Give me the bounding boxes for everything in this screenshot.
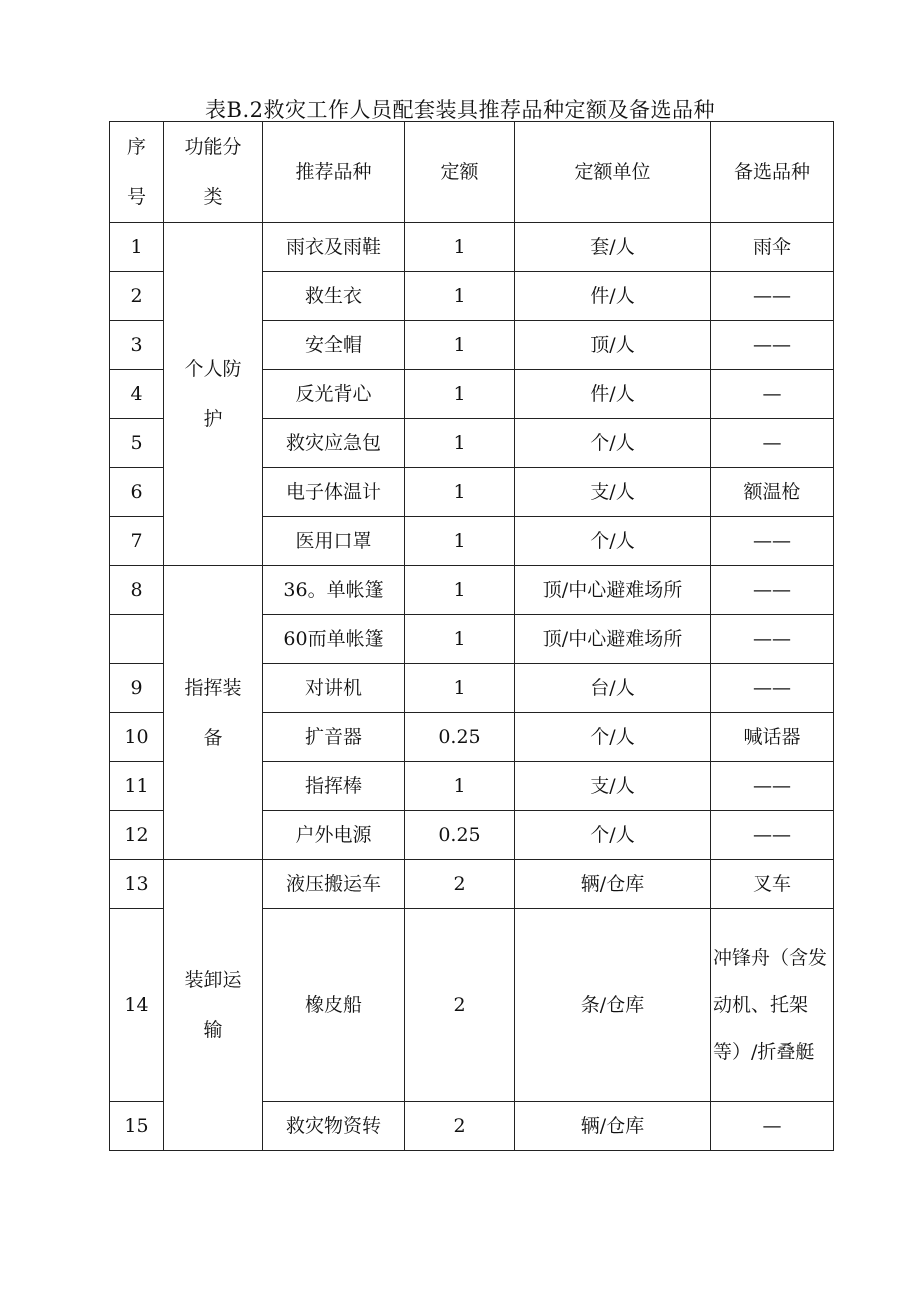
cell-unit: 顶/人: [515, 321, 711, 370]
cell-item: 反光背心: [263, 370, 405, 419]
cell-seq: 3: [110, 321, 164, 370]
cell-seq: 9: [110, 664, 164, 713]
cell-seq: 4: [110, 370, 164, 419]
cell-quota: 1: [405, 762, 515, 811]
table-row: [110, 223, 834, 272]
header-row: [110, 122, 834, 223]
cell-item: 安全帽: [263, 321, 405, 370]
cell-unit: 个/人: [515, 811, 711, 860]
cell-alt: ——: [711, 272, 834, 321]
cell-item: 60而单帐篷: [263, 615, 405, 664]
cell-alt: ——: [711, 762, 834, 811]
cell-seq: 14: [110, 909, 164, 1102]
cell-item: 36。单帐篷: [263, 566, 405, 615]
cell-quota: 2: [405, 860, 515, 909]
cell-alt: —: [711, 1102, 834, 1151]
cell-unit: 支/人: [515, 762, 711, 811]
cell-unit: 顶/中心避难场所: [515, 566, 711, 615]
cell-item: 医用口罩: [263, 517, 405, 566]
cell-quota: 1: [405, 370, 515, 419]
cell-item: 橡皮船: [263, 909, 405, 1102]
cell-item: 对讲机: [263, 664, 405, 713]
category-transport: 装卸运输: [164, 860, 263, 1151]
table-row: [110, 860, 834, 909]
cell-alt: 额温枪: [711, 468, 834, 517]
cell-item: 电子体温计: [263, 468, 405, 517]
cell-alt: ——: [711, 664, 834, 713]
table-title: 表B.2救灾工作人员配套装具推荐品种定额及备选品种: [205, 98, 715, 122]
cell-seq: 8: [110, 566, 164, 615]
cell-unit: 台/人: [515, 664, 711, 713]
cell-quota: 0.25: [405, 811, 515, 860]
cell-seq: 15: [110, 1102, 164, 1151]
cell-seq: [110, 615, 164, 664]
cell-item: 救生衣: [263, 272, 405, 321]
cell-quota: 1: [405, 566, 515, 615]
cell-alt: 雨伞: [711, 223, 834, 272]
cell-alt: 叉车: [711, 860, 834, 909]
cell-unit: 件/人: [515, 272, 711, 321]
cell-alt: ——: [711, 517, 834, 566]
cell-seq: 5: [110, 419, 164, 468]
cell-seq: 6: [110, 468, 164, 517]
cell-quota: 1: [405, 468, 515, 517]
cell-quota: 1: [405, 615, 515, 664]
cell-seq: 2: [110, 272, 164, 321]
cell-unit: 套/人: [515, 223, 711, 272]
category-personal: 个人防护: [164, 223, 263, 566]
cell-item: 救灾应急包: [263, 419, 405, 468]
cell-item: 指挥棒: [263, 762, 405, 811]
cell-unit: 顶/中心避难场所: [515, 615, 711, 664]
header-unit: 定额单位: [515, 122, 711, 223]
header-item: 推荐品种: [263, 122, 405, 223]
header-quota: 定额: [405, 122, 515, 223]
cell-alt: —: [711, 419, 834, 468]
cell-alt: 喊话器: [711, 713, 834, 762]
header-alt: 备选品种: [711, 122, 834, 223]
cell-unit: 支/人: [515, 468, 711, 517]
cell-unit: 个/人: [515, 419, 711, 468]
header-func: 功能分类: [164, 122, 263, 223]
cell-seq: 10: [110, 713, 164, 762]
cell-seq: 12: [110, 811, 164, 860]
equipment-table: [109, 121, 834, 1151]
cell-quota: 1: [405, 419, 515, 468]
cell-item: 雨衣及雨鞋: [263, 223, 405, 272]
cell-unit: 件/人: [515, 370, 711, 419]
cell-unit: 个/人: [515, 713, 711, 762]
cell-unit: 辆/仓库: [515, 1102, 711, 1151]
cell-quota: 2: [405, 909, 515, 1102]
cell-item: 扩音器: [263, 713, 405, 762]
category-command: 指挥装备: [164, 566, 263, 860]
cell-quota: 1: [405, 223, 515, 272]
cell-alt: ——: [711, 566, 834, 615]
cell-alt: ——: [711, 615, 834, 664]
cell-quota: 1: [405, 517, 515, 566]
cell-quota: 1: [405, 272, 515, 321]
cell-unit: 辆/仓库: [515, 860, 711, 909]
cell-seq: 11: [110, 762, 164, 811]
cell-seq: 13: [110, 860, 164, 909]
header-seq: 序号: [110, 122, 164, 223]
cell-unit: 个/人: [515, 517, 711, 566]
cell-seq: 1: [110, 223, 164, 272]
cell-alt: 冲锋舟（含发动机、托架等）/折叠艇: [711, 909, 834, 1102]
cell-item: 户外电源: [263, 811, 405, 860]
cell-alt: —: [711, 370, 834, 419]
cell-item: 液压搬运车: [263, 860, 405, 909]
cell-item: 救灾物资转: [263, 1102, 405, 1151]
cell-quota: 1: [405, 664, 515, 713]
cell-quota: 2: [405, 1102, 515, 1151]
cell-unit: 条/仓库: [515, 909, 711, 1102]
cell-quota: 0.25: [405, 713, 515, 762]
cell-alt: ——: [711, 321, 834, 370]
cell-alt: ——: [711, 811, 834, 860]
table-row: [110, 566, 834, 615]
cell-quota: 1: [405, 321, 515, 370]
cell-seq: 7: [110, 517, 164, 566]
